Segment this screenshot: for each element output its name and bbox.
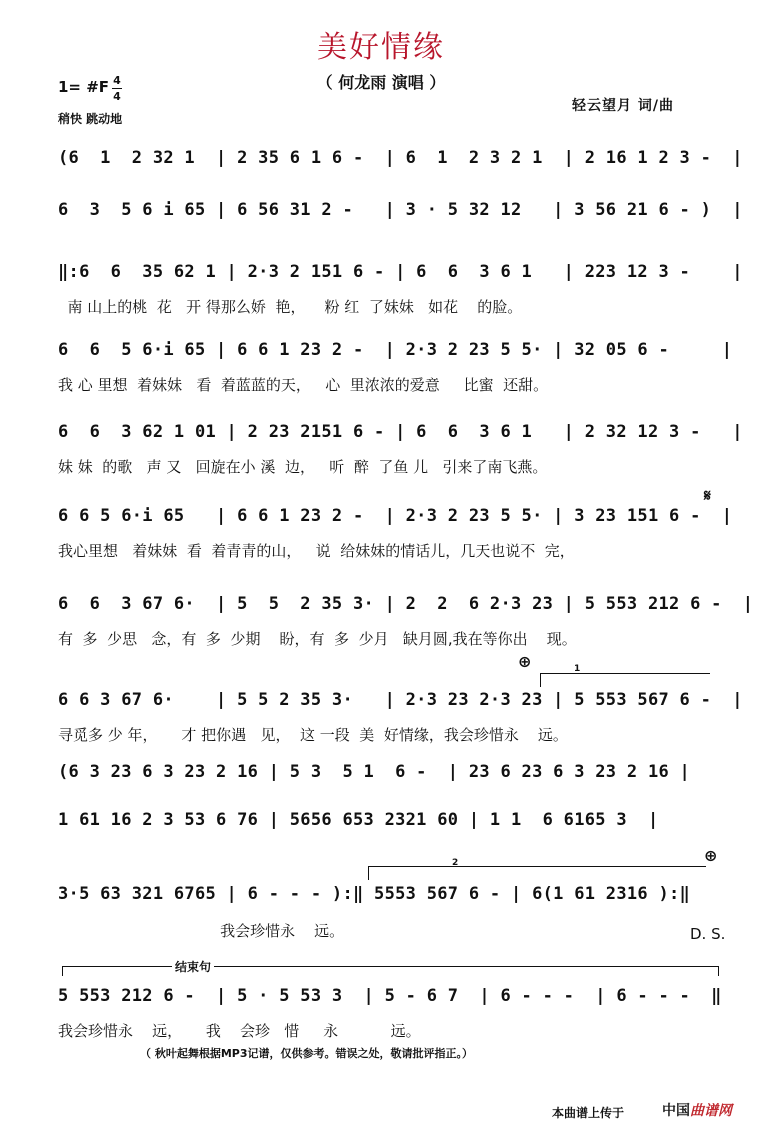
segno-icon: 𝄋 <box>704 486 711 505</box>
key-signature: 1= #F <box>58 78 110 96</box>
volta-2-start <box>368 866 369 880</box>
ending-end <box>718 966 719 976</box>
volta-1-number: 1 <box>574 664 581 674</box>
time-signature <box>112 74 122 103</box>
upload-label: 本曲谱上传于 <box>552 1106 625 1120</box>
notes-line-10: 1 61 16 2 3 53 6 76 | 5656 653 2321 60 | 1 1 6 6165 3 | <box>58 810 659 830</box>
lyrics-line-6: 我心里想 着妹妹 看 着青青的山， 说 给妹妹的情话儿，几天也说不 完， <box>58 542 575 560</box>
da-segno: D. S. <box>690 925 726 943</box>
site-name: 曲谱网 <box>690 1103 732 1119</box>
lyrics-line-12: 我会珍惜永 远， 我 会珍 惜 永 远。 <box>58 1022 421 1040</box>
author-credit: 轻云望月 词/曲 <box>572 98 674 114</box>
notes-line-2: 6 3 5 6 i 65 | 6 56 31 2 - | 3 · 5 32 12 | 3 56 21 6 - ) | <box>58 200 743 220</box>
notes-line-12: 5 553 212 6 - | 5 · 5 53 3 | 5 - 6 7 | 6 - - - | 6 - - - ‖ <box>58 986 722 1006</box>
ending-start <box>62 966 63 976</box>
site-prefix: 中国 <box>662 1103 690 1119</box>
coda-icon: ⊕ <box>518 652 532 671</box>
notes-line-11: 3·5 63 321 6765 | 6 - - - ):‖ 5553 567 6 - | 6(1 61 2316 ):‖ <box>58 884 691 904</box>
volta-2-number: 2 <box>452 858 459 868</box>
meter-divider <box>112 88 122 89</box>
notes-line-6: 6 6 5 6·i 65 | 6 6 1 23 2 - | 2·3 2 23 5 5· | 3 23 151 6 - | <box>58 506 733 526</box>
lyrics-line-8: 寻觅多 少 年， 才 把你遇 见， 这 一段 美 好情缘，我会珍惜永 远。 <box>58 726 568 744</box>
lyrics-line-4: 我 心 里想 着妹妹 看 着蓝蓝的天， 心 里浓浓的爱意 比蜜 还甜。 <box>58 376 549 394</box>
meter-bottom: 4 <box>113 90 121 103</box>
transcription-note: （ 秋叶起舞根据MP3记谱，仅供参考。错误之处，敬请批评指正。） <box>140 1047 473 1060</box>
site-logo[interactable] <box>662 1100 732 1120</box>
singer-credit: （ 何龙雨 演唱 ） <box>316 73 446 92</box>
notes-line-7: 6 6 3 67 6· | 5 5 2 35 3· | 2 2 6 2·3 23 | 5 553 212 6 - | <box>58 594 754 614</box>
volta-1-line <box>540 673 710 674</box>
lyrics-line-11: 我会珍惜永 远。 <box>58 922 345 940</box>
meter-top: 4 <box>113 74 121 87</box>
page-title: 美好情缘 <box>317 30 445 65</box>
notes-line-4: 6 6 5 6·i 65 | 6 6 1 23 2 - | 2·3 2 23 5 5· | 32 05 6 - | <box>58 340 733 360</box>
lyrics-line-3: 南 山上的桃 花 开 得那么娇 艳， 粉 红 了妹妹 如花 的脸。 <box>58 298 523 316</box>
volta-1-start <box>540 673 541 687</box>
notes-line-1: (6 1 2 32 1 | 2 35 6 1 6 - | 6 1 2 3 2 1 | 2 16 1 2 3 - | <box>58 148 743 168</box>
coda-icon-2: ⊕ <box>704 846 718 865</box>
lyrics-line-5: 妹 妹 的歌 声 又 回旋在小 溪 边， 听 醉 了鱼 儿 引来了南飞燕。 <box>58 458 548 476</box>
volta-2-line <box>368 866 706 867</box>
notes-line-5: 6 6 3 62 1 01 | 2 23 2151 6 - | 6 6 3 6 1 | 2 32 12 3 - | <box>58 422 743 442</box>
ending-label: 结束句 <box>172 958 214 975</box>
notes-line-8: 6 6 3 67 6· | 5 5 2 35 3· | 2·3 23 2·3 23 | 5 553 567 6 - | <box>58 690 743 710</box>
lyrics-line-7: 有 多 少思 念，有 多 少期 盼，有 多 少月 缺月圆,我在等你出 现。 <box>58 630 577 648</box>
tempo-marking: 稍快 跳动地 <box>58 112 123 126</box>
ending-line <box>62 966 718 967</box>
notes-line-3: ‖:6 6 35 62 1 | 2·3 2 151 6 - | 6 6 3 6 1 | 223 12 3 - | <box>58 262 743 282</box>
notes-line-9: (6 3 23 6 3 23 2 16 | 5 3 5 1 6 - | 23 6 23 6 3 23 2 16 | <box>58 762 691 782</box>
